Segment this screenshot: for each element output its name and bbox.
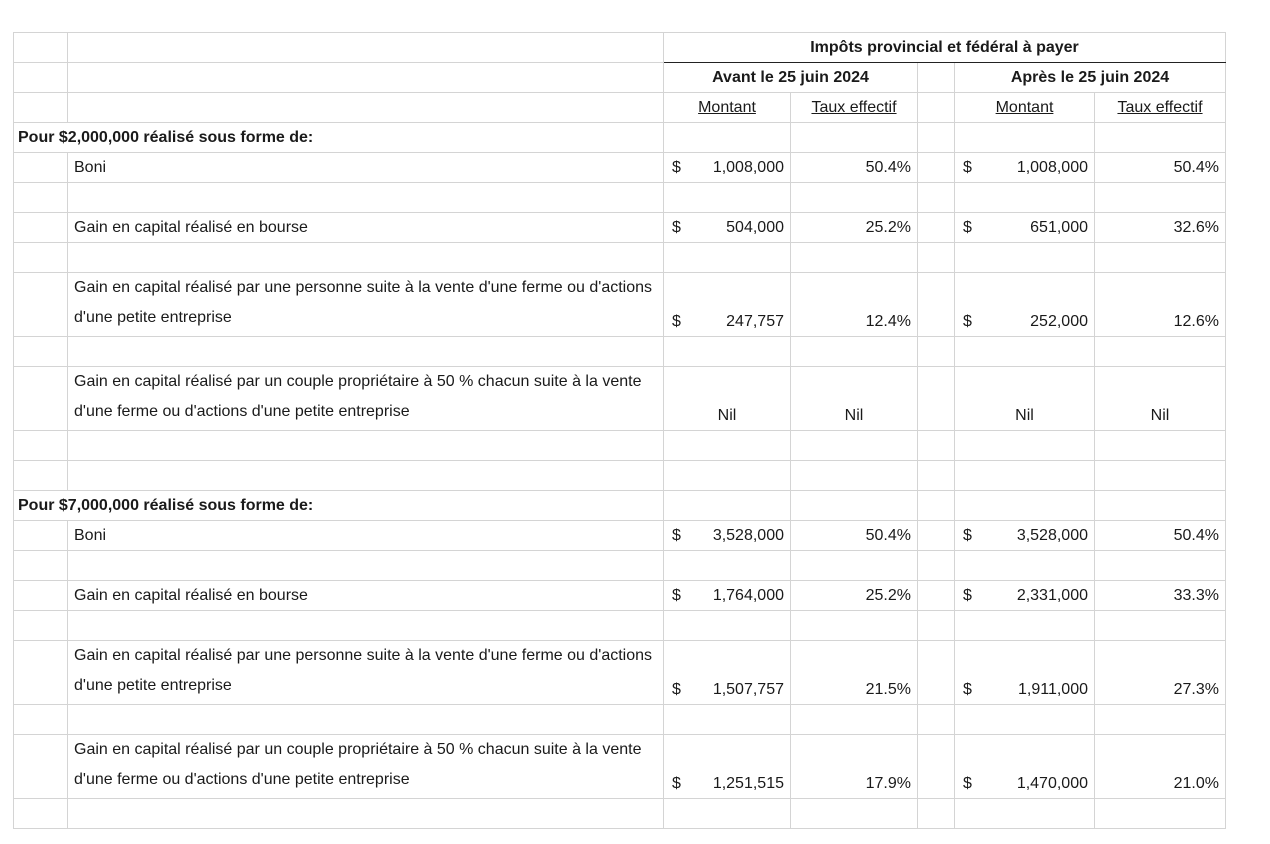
cell[interactable] [1095,611,1226,641]
before-amount: 3,528,000 [712,526,784,544]
cell[interactable] [14,735,68,799]
cell[interactable] [68,799,664,829]
cell[interactable] [918,431,955,461]
before-rate[interactable]: 21.5% [791,641,918,705]
cell[interactable] [664,705,791,735]
cell[interactable] [1095,461,1226,491]
after-amount: 1,008,000 [1016,158,1088,176]
after-amount: 651,000 [1030,218,1088,236]
tax-comparison-sheet [13,32,1226,829]
row-label[interactable]: Gain en capital réalisé en bourse [68,581,664,611]
after-rate[interactable]: 32.6% [1095,213,1226,243]
after-rate[interactable]: 12.6% [1095,273,1226,337]
cell[interactable] [791,705,918,735]
cell[interactable] [14,33,68,63]
col-header-before-amount[interactable]: Montant [664,93,791,123]
currency-symbol: $ [672,313,681,330]
before-rate[interactable]: 25.2% [791,213,918,243]
before-amount-cell[interactable] [664,641,791,705]
row-label[interactable]: Gain en capital réalisé par un couple propriétaire à 50 % chacun suite à la vente d'une ferme ou d'actions d'une petite entreprise [68,367,664,431]
currency-symbol: $ [963,775,972,792]
currency-symbol: $ [672,526,681,544]
before-amount: 504,000 [726,218,784,236]
cell[interactable] [791,183,918,213]
cell[interactable] [14,183,68,213]
after-rate[interactable]: 50.4% [1095,153,1226,183]
cell[interactable] [791,243,918,273]
after-rate[interactable]: 50.4% [1095,521,1226,551]
row-label[interactable]: Gain en capital réalisé par une personne suite à la vente d'une ferme ou d'actions d'une petite entreprise [68,641,664,705]
cell[interactable] [918,461,955,491]
cell[interactable] [918,705,955,735]
cell[interactable] [918,521,955,551]
cell[interactable] [955,705,1095,735]
cell[interactable] [68,705,664,735]
before-rate[interactable]: 50.4% [791,153,918,183]
cell[interactable] [918,243,955,273]
currency-symbol: $ [963,158,972,176]
table-row [14,641,1226,705]
cell[interactable] [955,799,1095,829]
cell[interactable] [918,273,955,337]
cell[interactable] [68,337,664,367]
after-rate[interactable]: 27.3% [1095,641,1226,705]
cell[interactable] [664,123,791,153]
currency-symbol: $ [672,775,681,792]
cell[interactable] [68,183,664,213]
cell[interactable] [791,491,918,521]
before-rate[interactable]: 17.9% [791,735,918,799]
cell[interactable] [918,183,955,213]
cell[interactable] [791,611,918,641]
currency-symbol: $ [672,681,681,698]
cell[interactable] [918,213,955,243]
before-rate[interactable]: 25.2% [791,581,918,611]
cell[interactable] [918,123,955,153]
cell[interactable] [955,461,1095,491]
before-amount: 1,008,000 [712,158,784,176]
cell[interactable] [68,461,664,491]
cell[interactable] [68,93,664,123]
cell[interactable] [918,799,955,829]
cell[interactable] [918,581,955,611]
cell[interactable] [14,273,68,337]
cell[interactable] [791,551,918,581]
before-rate[interactable]: 12.4% [791,273,918,337]
cell[interactable] [955,243,1095,273]
cell[interactable] [664,431,791,461]
after-amount: 2,331,000 [1016,586,1088,604]
cell[interactable] [791,461,918,491]
cell[interactable] [955,551,1095,581]
after-amount-cell[interactable] [955,153,1095,183]
after-amount-cell[interactable] [955,581,1095,611]
table-row [14,735,1226,799]
table-row [14,367,1226,431]
cell[interactable] [68,551,664,581]
cell[interactable] [664,337,791,367]
cell[interactable] [918,491,955,521]
table-row [14,581,1226,611]
cell[interactable] [791,123,918,153]
cell[interactable] [955,183,1095,213]
cell[interactable] [68,431,664,461]
cell[interactable] [955,123,1095,153]
cell[interactable] [664,551,791,581]
cell[interactable] [791,431,918,461]
after-amount: 252,000 [1030,313,1088,330]
cell[interactable] [664,461,791,491]
cell[interactable] [68,33,664,63]
cell[interactable] [14,93,68,123]
before-amount-cell[interactable] [664,521,791,551]
after-amount: 3,528,000 [1016,526,1088,544]
cell[interactable] [664,243,791,273]
cell[interactable] [918,153,955,183]
after-amount-cell[interactable] [955,641,1095,705]
cell[interactable] [1095,183,1226,213]
cell[interactable] [68,63,664,93]
cell[interactable] [1095,337,1226,367]
cell[interactable] [14,213,68,243]
currency-symbol: $ [963,586,972,604]
after-rate[interactable]: Nil [1095,367,1226,431]
cell[interactable] [918,611,955,641]
before-amount: 247,757 [726,313,784,330]
cell[interactable] [664,799,791,829]
cell[interactable] [14,367,68,431]
cell[interactable] [918,337,955,367]
col-header-before-rate[interactable]: Taux effectif [791,93,918,123]
table-row [14,273,1226,337]
before-rate[interactable]: Nil [791,367,918,431]
cell[interactable] [14,337,68,367]
cell[interactable] [664,491,791,521]
cell[interactable] [664,183,791,213]
cell[interactable] [918,367,955,431]
after-amount-cell[interactable] [955,273,1095,337]
period-after-header[interactable]: Après le 25 juin 2024 [955,63,1226,93]
cell[interactable] [918,93,955,123]
cell[interactable] [1095,431,1226,461]
cell[interactable] [14,153,68,183]
cell[interactable] [1095,243,1226,273]
before-rate[interactable]: 50.4% [791,521,918,551]
cell[interactable] [918,735,955,799]
cell[interactable] [14,63,68,93]
cell[interactable] [955,337,1095,367]
cell[interactable] [68,611,664,641]
after-rate[interactable]: 33.3% [1095,581,1226,611]
currency-symbol: $ [963,681,972,698]
before-amount: 1,507,757 [712,681,784,698]
row-label[interactable]: Gain en capital réalisé par une personne suite à la vente d'une ferme ou d'actions d'une petite entreprise [68,273,664,337]
before-amount-cell[interactable] [664,153,791,183]
cell[interactable] [918,63,955,93]
row-label[interactable]: Gain en capital réalisé par un couple propriétaire à 50 % chacun suite à la vente d'une ferme ou d'actions d'une petite entreprise [68,735,664,799]
cell[interactable] [918,551,955,581]
table-row [14,521,1226,551]
section-title[interactable]: Pour $7,000,000 réalisé sous forme de: [14,491,664,521]
currency-symbol: $ [672,218,681,236]
group-title-cell[interactable]: Impôts provincial et fédéral à payer [664,33,1226,63]
cell[interactable] [955,611,1095,641]
after-amount: 1,911,000 [1018,681,1088,698]
cell[interactable] [1095,705,1226,735]
before-amount-cell[interactable] [664,273,791,337]
cell[interactable] [14,799,68,829]
cell[interactable] [1095,551,1226,581]
cell[interactable] [1095,799,1226,829]
period-before-header[interactable]: Avant le 25 juin 2024 [664,63,918,93]
currency-symbol: $ [963,526,972,544]
after-amount: 1,470,000 [1016,775,1088,792]
cell[interactable] [1095,123,1226,153]
before-amount-cell[interactable] [664,581,791,611]
cell[interactable] [14,243,68,273]
cell[interactable] [14,551,68,581]
cell[interactable] [791,337,918,367]
cell[interactable] [791,799,918,829]
currency-symbol: $ [672,586,681,604]
col-header-after-rate[interactable]: Taux effectif [1095,93,1226,123]
currency-symbol: $ [963,218,972,236]
cell[interactable] [955,431,1095,461]
before-amount: 1,251,515 [712,775,784,792]
cell[interactable] [14,461,68,491]
currency-symbol: $ [963,313,972,330]
table-row [14,213,1226,243]
cell[interactable] [14,521,68,551]
before-amount: 1,764,000 [712,586,784,604]
section-title[interactable]: Pour $2,000,000 réalisé sous forme de: [14,123,664,153]
table-row [14,153,1226,183]
cell[interactable] [68,243,664,273]
row-label[interactable]: Boni [68,521,664,551]
cell[interactable] [14,431,68,461]
cell[interactable] [955,491,1095,521]
row-label[interactable]: Boni [68,153,664,183]
before-amount-cell[interactable] [664,213,791,243]
before-amount-cell[interactable] [664,735,791,799]
cell[interactable] [14,641,68,705]
cell[interactable] [1095,491,1226,521]
cell[interactable] [918,641,955,705]
after-amount-cell[interactable] [955,521,1095,551]
col-header-after-amount[interactable]: Montant [955,93,1095,123]
after-rate[interactable]: 21.0% [1095,735,1226,799]
cell[interactable] [664,611,791,641]
cell[interactable] [14,611,68,641]
after-amount-cell[interactable] [955,213,1095,243]
after-amount-cell[interactable] [955,735,1095,799]
before-amount[interactable]: Nil [664,367,791,431]
after-amount[interactable]: Nil [955,367,1095,431]
currency-symbol: $ [672,158,681,176]
row-label[interactable]: Gain en capital réalisé en bourse [68,213,664,243]
cell[interactable] [14,705,68,735]
cell[interactable] [14,581,68,611]
